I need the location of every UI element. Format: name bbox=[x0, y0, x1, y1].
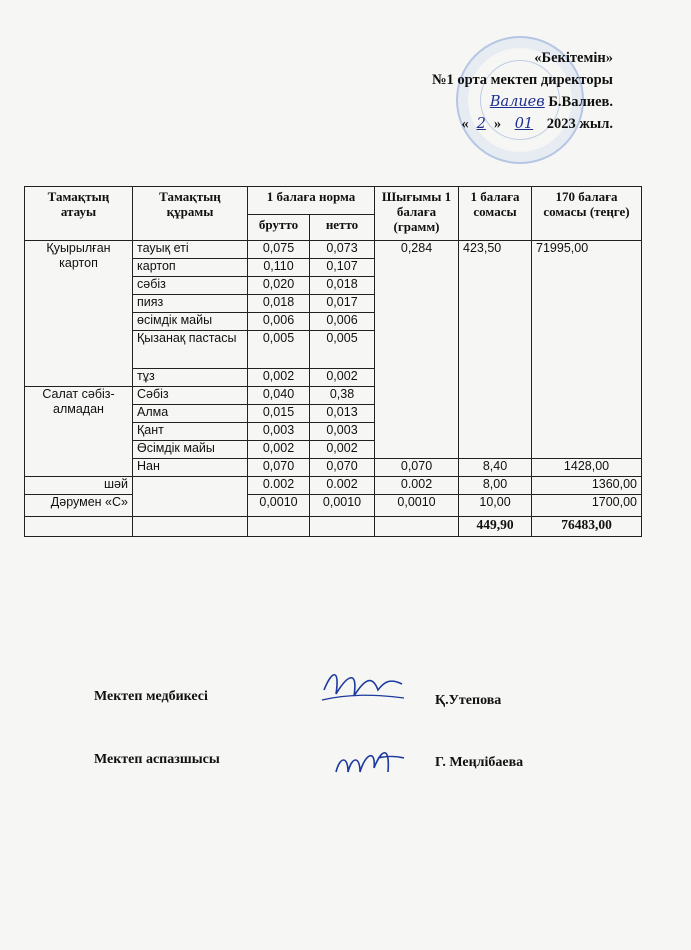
dish-name: Салат сәбіз-алмадан bbox=[25, 387, 133, 477]
netto: 0.002 bbox=[310, 477, 375, 495]
price-one: 8,00 bbox=[459, 477, 532, 495]
total-price-one: 449,90 bbox=[459, 517, 532, 537]
netto: 0,018 bbox=[310, 277, 375, 295]
table-row bbox=[25, 477, 642, 495]
nurse-role: Мектеп медбикесі bbox=[94, 689, 208, 704]
header-norm: 1 балаға норма bbox=[248, 187, 375, 215]
netto: 0,002 bbox=[310, 441, 375, 459]
netto: 0,070 bbox=[310, 459, 375, 477]
header-price-all: 170 балаға сомасы (теңге) bbox=[532, 187, 642, 241]
header-brutto: брутто bbox=[248, 215, 310, 241]
cook-name: Г. Меңлібаева bbox=[435, 755, 524, 770]
yield: 0.002 bbox=[375, 477, 459, 495]
approval-year: 2023 жыл. bbox=[546, 116, 613, 132]
approval-title: «Бекітемін» bbox=[534, 50, 613, 66]
yield: 0,0010 bbox=[375, 495, 459, 517]
brutto: 0,075 bbox=[248, 241, 310, 259]
approval-block bbox=[313, 47, 613, 135]
brutto: 0,040 bbox=[248, 387, 310, 405]
ingredient: тұз bbox=[133, 369, 248, 387]
approval-month: 01 bbox=[514, 116, 534, 132]
approval-position: №1 орта мектеп директоры bbox=[431, 72, 613, 88]
price-all: 1428,00 bbox=[532, 459, 642, 477]
yield: 0,284 bbox=[375, 241, 459, 459]
ingredient: Өсімдік майы bbox=[133, 441, 248, 459]
director-signature: Валиев bbox=[489, 94, 545, 110]
ingredient: картоп bbox=[133, 259, 248, 277]
netto: 0,013 bbox=[310, 405, 375, 423]
price-all: 1700,00 bbox=[532, 495, 642, 517]
price-all: 1360,00 bbox=[532, 477, 642, 495]
menu-table bbox=[24, 186, 642, 537]
date-quote-open: « bbox=[461, 116, 469, 132]
price-one: 8,40 bbox=[459, 459, 532, 477]
cook-signature bbox=[330, 738, 410, 780]
dish-name: шәй bbox=[25, 477, 133, 495]
netto: 0,003 bbox=[310, 423, 375, 441]
ingredient: Қант bbox=[133, 423, 248, 441]
brutto: 0,002 bbox=[248, 369, 310, 387]
header-netto: нетто bbox=[310, 215, 375, 241]
netto: 0,002 bbox=[310, 369, 375, 387]
header-composition: Тамақтың құрамы bbox=[133, 187, 248, 241]
dish-name: Қуырылған картоп bbox=[25, 241, 133, 387]
approval-day: 2 bbox=[476, 116, 486, 132]
nurse-signature bbox=[318, 660, 408, 708]
table-row bbox=[25, 241, 642, 259]
brutto: 0,0010 bbox=[248, 495, 310, 517]
ingredient: сәбіз bbox=[133, 277, 248, 295]
composition-empty bbox=[133, 477, 248, 517]
brutto: 0,003 bbox=[248, 423, 310, 441]
brutto: 0.002 bbox=[248, 477, 310, 495]
netto: 0,073 bbox=[310, 241, 375, 259]
total-price-all: 76483,00 bbox=[532, 517, 642, 537]
table-row bbox=[25, 495, 642, 517]
netto: 0,005 bbox=[310, 331, 375, 369]
price-one: 423,50 bbox=[459, 241, 532, 459]
netto: 0,107 bbox=[310, 259, 375, 277]
table-header-row bbox=[25, 187, 642, 215]
header-yield: Шығымы 1 балаға (грамм) bbox=[375, 187, 459, 241]
director-name: Б.Валиев. bbox=[548, 94, 613, 110]
brutto: 0,015 bbox=[248, 405, 310, 423]
ingredient: Алма bbox=[133, 405, 248, 423]
brutto: 0,005 bbox=[248, 331, 310, 369]
ingredient: тауық еті bbox=[133, 241, 248, 259]
brutto: 0,018 bbox=[248, 295, 310, 313]
brutto: 0,006 bbox=[248, 313, 310, 331]
netto: 0,017 bbox=[310, 295, 375, 313]
brutto: 0,020 bbox=[248, 277, 310, 295]
brutto: 0,110 bbox=[248, 259, 310, 277]
ingredient: Нан bbox=[133, 459, 248, 477]
nurse-name: Қ.Утепова bbox=[435, 693, 502, 708]
header-price-one: 1 балаға сомасы bbox=[459, 187, 532, 241]
cook-role: Мектеп аспазшысы bbox=[94, 752, 220, 767]
ingredient: Сәбіз bbox=[133, 387, 248, 405]
table-total-row bbox=[25, 517, 642, 537]
approval-director-line bbox=[313, 91, 613, 113]
netto: 0,0010 bbox=[310, 495, 375, 517]
netto: 0,006 bbox=[310, 313, 375, 331]
yield: 0,070 bbox=[375, 459, 459, 477]
ingredient: Қызанақ пастасы bbox=[133, 331, 248, 369]
price-one: 10,00 bbox=[459, 495, 532, 517]
ingredient: өсімдік майы bbox=[133, 313, 248, 331]
ingredient: пияз bbox=[133, 295, 248, 313]
brutto: 0,002 bbox=[248, 441, 310, 459]
price-all: 71995,00 bbox=[532, 241, 642, 459]
header-dish-name: Тамақтың атауы bbox=[25, 187, 133, 241]
date-quote-close: » bbox=[493, 116, 502, 132]
brutto: 0,070 bbox=[248, 459, 310, 477]
dish-name: Дәрумен «С» bbox=[25, 495, 133, 517]
approval-date bbox=[313, 113, 613, 135]
netto: 0,38 bbox=[310, 387, 375, 405]
